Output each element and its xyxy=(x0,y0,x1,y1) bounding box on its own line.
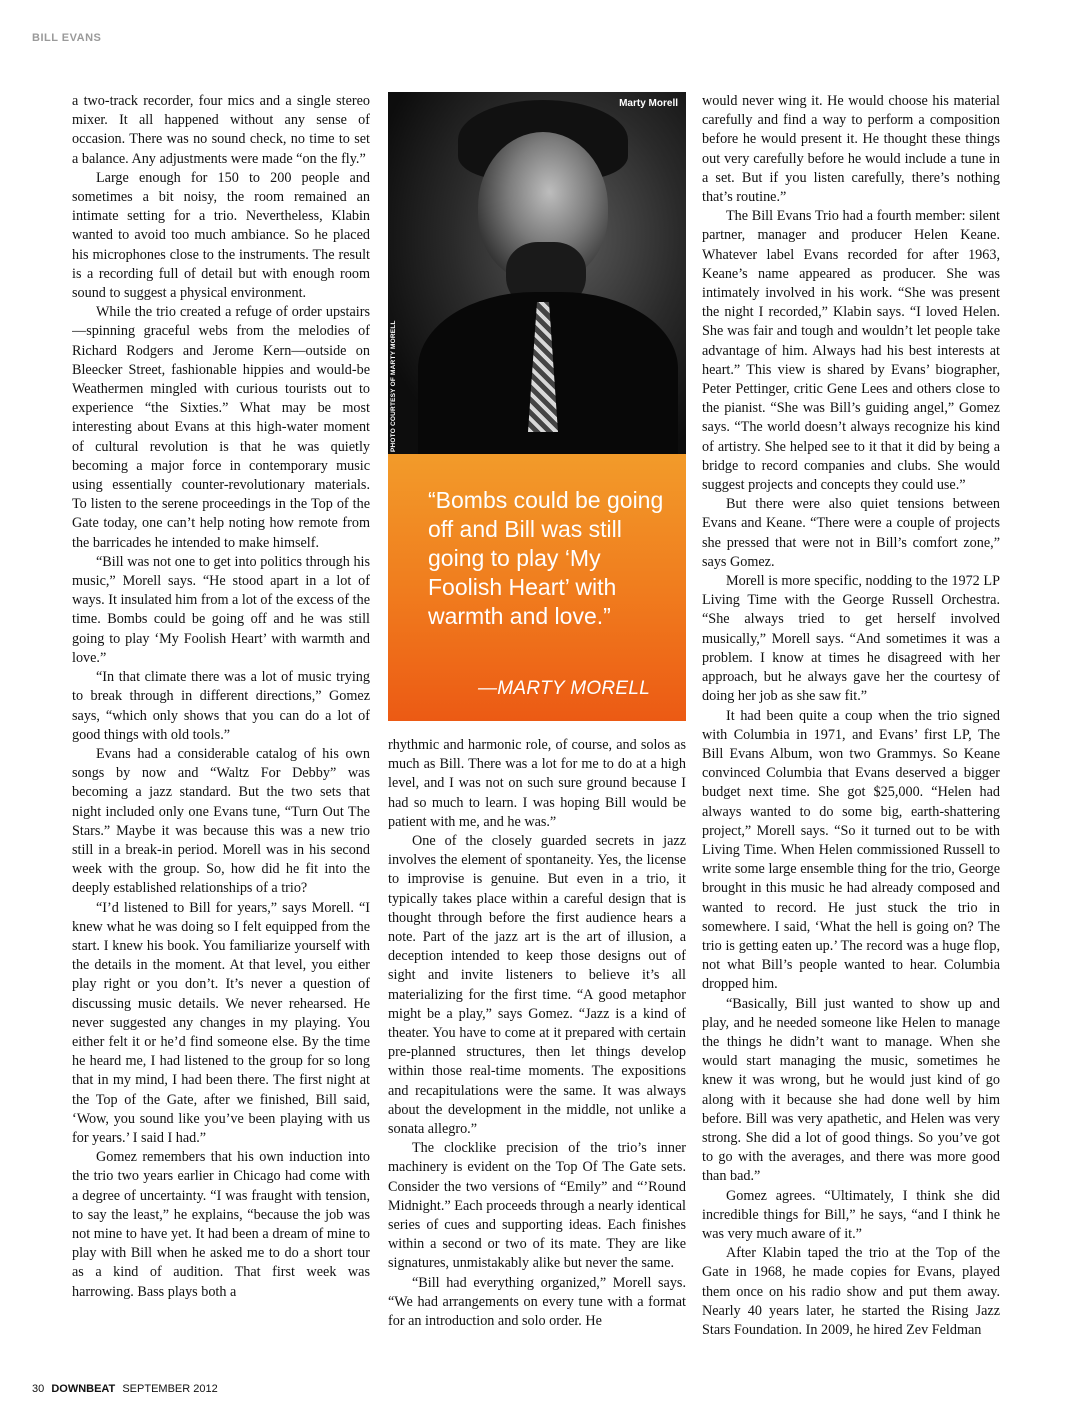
paragraph: While the trio created a refuge of order upstairs—spinning graceful webs from the melodies of Richard Rodgers and Jerome Kern—outside on Bleecker Street, fashionable hippies and would-be Weathermen mingled with curious tourists out to experience “the Sixties.” What may be most interesting about Evans at this high-water moment of cultural revolution is that he was quietly becoming a major force in contemporary music using essentially counter-revolutionary materials. To listen to the serene proceedings in the Top of the Gate today, one can’t help noting how remote from the barricades he intended to make himself. xyxy=(72,304,370,551)
paragraph: “Bill was not one to get into politics through his music,” Morell says. “He stood apart in a lot of ways. It insulated him from a lot of the excess of the time. Bombs could be going off and he was still going to play ‘My Foolish Heart’ with warmth and love.” xyxy=(72,553,370,666)
paragraph: “Basically, Bill just wanted to show up and play, and he needed someone like Helen to manage the things he didn’t want to manage. When she would start managing the music, sometimes he knew it was wrong, but he would just kind of go along with it because she had done well by him before. Bill was very apathetic, and Helen was very strong. She did a lot of good things. So you’ve got to go with the averages, and there was more good than bad.” xyxy=(702,995,1000,1185)
paragraph: “Bill had everything organized,” Morell says. “We had arrangements on every tune with a format for an introduction and solo order. He xyxy=(388,1274,686,1330)
page-footer xyxy=(32,1383,222,1395)
paragraph: Large enough for 150 to 200 people and sometimes a bit noisy, the room remained an intimate setting for a trio. Nevertheless, Klabin wanted to avoid too much ambiance. So he placed his microphones close to the instruments. The result is a recording full of detail but with enough room sound to suggest a physical environment. xyxy=(72,169,370,302)
article-column-1 xyxy=(72,92,370,1354)
paragraph: But there were also quiet tensions between Evans and Keane. “There were a couple of projects she pressed that were not in Bill’s comfort zone,” says Gomez. xyxy=(702,496,1000,570)
paragraph: “In that climate there was a lot of music trying to break through in different directions,” Gomez says, “which only shows that you can do a lot of good things with old tools.” xyxy=(72,669,370,743)
paragraph: After Klabin taped the trio at the Top of the Gate in 1968, he made copies for Evans, played them once on his radio show and put them away. Nearly 40 years later, he started the Rising Jazz Stars Foundation. In 2009, he hired Zev Feldman xyxy=(702,1245,1000,1338)
paragraph: rhythmic and harmonic role, of course, and solos as much as Bill. There was a lot for me to do at a high level, and I was not on such sure ground because I had so much to learn. I was hoping Bill would be patient with me, and he was.” xyxy=(388,737,686,830)
article-column-3 xyxy=(702,92,1000,1354)
article-column-2 xyxy=(388,736,686,1358)
photo-credit: PHOTO COURTESY OF MARTY MORELL xyxy=(390,320,397,452)
pull-quote-box xyxy=(388,454,686,721)
paragraph: “I’d listened to Bill for years,” says Morell. “I knew what he was doing so I felt equipped from the start. I knew his book. You familiarize yourself with the details in the moment. At that level, you either play right or you don’t. It’s never a question of discussing music details. We never rehearsed. He never suggested any changes in my playing. You either felt it or he’d find someone else. By the time he heard me, I had listened to the group for so long that in my mind, I had been there. The first night at the Top of the Gate, after we finished, Bill said, ‘Wow, you sound like you’ve been playing with us for years.’ I said I had.” xyxy=(72,899,370,1146)
paragraph: Morell is more specific, nodding to the 1972 LP Living Time with the George Russell Orchestra. “She always tried to get herself involved musically,” Morell says. “And sometimes it was a problem. I know at times he disagreed with her approach, but he always gave her the courtesy of doing her job as she saw fit.” xyxy=(702,573,1000,705)
issue-date: SEPTEMBER 2012 xyxy=(122,1383,218,1395)
paragraph: The clocklike precision of the trio’s inner machinery is evident on the Top Of The Gate sets. Consider the two versions of “Emily” and “’Round Midnight.” Each proceeds through a nearly identical series of cues and supporting ideas. Each finishes within a second or two of its mate. They are like signatures, unmistakably alike but never the same. xyxy=(388,1140,686,1272)
paragraph: The Bill Evans Trio had a fourth member: silent partner, manager and producer Helen Keane. Whatever label Evans recorded for after 1963, Keane’s name appeared as producer. She was intimately involved in his work. “She was present the night I recorded,” Klabin says. “I loved Helen. She was fair and tough and wouldn’t let people take advantage of him. Always had his best interests at heart.” This view is shared by Evans’ biographer, Peter Pettinger, critic Gene Lees and others close to the pianist. “She was Bill’s guiding angel,” Gomez says. “The world doesn’t always recognize his kind of artistry. She helped see to it that it did by being a bridge to record companies and clubs. She would suggest projects and concepts they could use.” xyxy=(702,208,1000,494)
page-number: 30 xyxy=(32,1383,45,1395)
pull-quote-text: “Bombs could be going off and Bill was still going to play ‘My Foolish Heart’ with warmth and love.” xyxy=(428,487,664,629)
running-head: BILL EVANS xyxy=(32,32,102,44)
paragraph: a two-track recorder, four mics and a single stereo mixer. It all happened without any sense of occasion. There was no sound check, no time to set a balance. Any adjustments were made “on the fly.” xyxy=(72,93,370,167)
pull-quote-attribution: —MARTY MORELL xyxy=(478,678,651,699)
paragraph: Gomez remembers that his own induction into the trio two years earlier in Chicago had come with a degree of uncertainty. “I was fraught with tension, to say the least,” he explains, “because the job was not mine to have yet. It had been a dream of mine to play with Bill when he asked me to do a short tour as a kind of audition. That first week was harrowing. Bass plays both a xyxy=(72,1149,370,1300)
magazine-name: DOWNBEAT xyxy=(51,1383,116,1395)
paragraph: would never wing it. He would choose his material carefully and find a way to perform a composition before he would present it. He thought these things out very carefully before he would include a tune in a set. But if you listen carefully, there’s nothing that’s routine.” xyxy=(702,93,1000,206)
paragraph: Evans had a considerable catalog of his own songs by now and “Waltz For Debby” was becoming a jazz standard. But the two sets that night included only one Evans tune, “Turn Out The Stars.” Maybe it was because this was a new trio still in a break-in period. Morell was in his second week with the group. So, how did he fit into the deeply established relationships of a trio? xyxy=(72,745,370,897)
paragraph: Gomez agrees. “Ultimately, I think she did incredible things for Bill,” he says, “and I think he was very much aware of it.” xyxy=(702,1187,1000,1242)
paragraph: One of the closely guarded secrets in jazz involves the element of spontaneity. Yes, the license to improvise is genuine. But even in a trio, it typically takes place within a careful design that is thought through before the first audience hears a note. Part of the jazz art is the art of illusion, a deception intended to keep those designs out of sight and invite listeners to believe it’s all materializing for the first time. “A good metaphor might be a play,” says Gomez. “Jazz is a kind of theater. You have to come at it prepared with certain pre-planned structures, then let things develop within those real-time moments. The expositions and recapitulations were the same. It was always about the development in the middle, not unlike a sonata allegro.” xyxy=(388,833,686,1138)
marty-morell-photo xyxy=(388,92,686,454)
photo-caption: Marty Morell xyxy=(619,98,678,109)
paragraph: It had been quite a coup when the trio signed with Columbia in 1971, and Evans’ first LP, The Bill Evans Album, won two Grammys. So Keane convinced Columbia that Evans deserved a bigger budget next time. She got $25,000. “Helen had always wanted to do some big, earth-shattering project,” Morell says. “So it turned out to be with Living Time. When Helen commissioned Russell to write some large ensemble thing for the trio, George brought in this music he had already composed and wanted to record. He just stuck the trio in somewhere. I said, ‘What the hell is going on? The trio is getting eaten up.’ The record was a huge flop, not what Bill’s people wanted to hear. Columbia dropped him. xyxy=(702,707,1000,993)
